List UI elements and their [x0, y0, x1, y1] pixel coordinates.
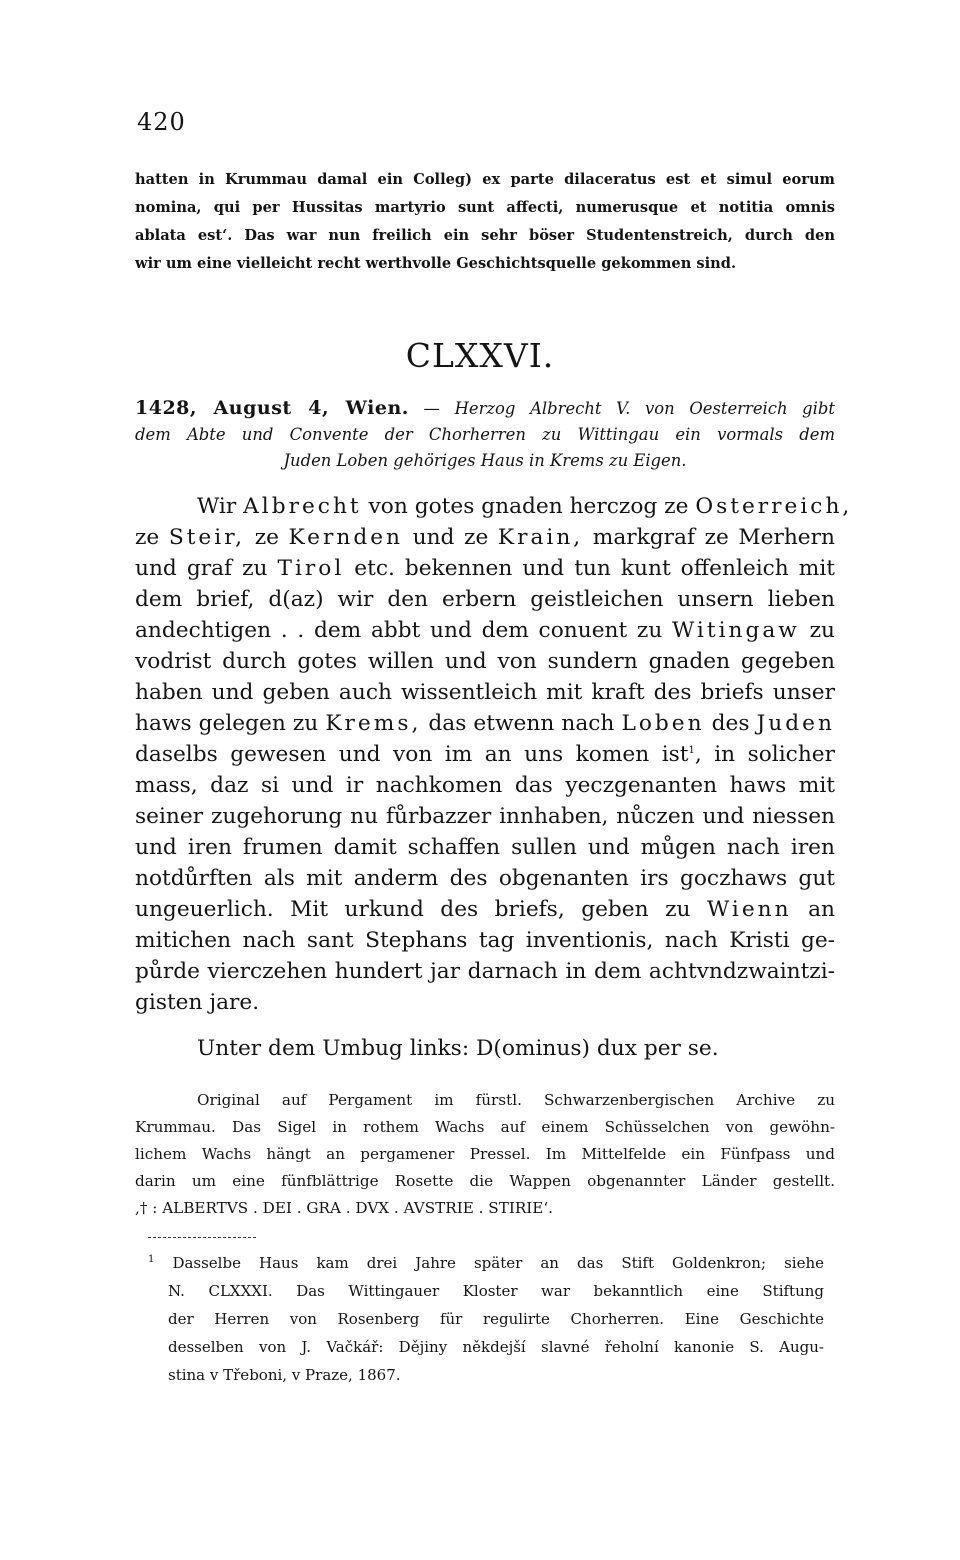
note-line: ,† : ALBERTVS . DEI . GRA . DVX . AVSTRIE . STIRIE‘. [135, 1199, 554, 1217]
charter-line: daselbs gewesen und von im an uns komen ist$^1$, in solicher [135, 742, 835, 767]
regest-date: 1428, August 4, Wien. [135, 397, 409, 419]
charter-line: seiner zugehorung nu fůrbazzer innhaben, nůczen und niessen [135, 804, 835, 829]
regest-line: dem Abte und Convente der Chorherren zu Wittingau ein vormals dem [135, 425, 835, 444]
footnote-line: $^1$ Dasselbe Haus kam drei Jahre später an das Stift Goldenkron; siehe [148, 1254, 824, 1272]
regest-summary: — Herzog Albrecht V. von Oesterreich gibt [423, 399, 835, 418]
closing-note [135, 1033, 835, 1064]
archival-note [135, 1087, 835, 1222]
charter-line: andechtigen . . dem abbt und dem conuent zu Witingaw zu [135, 618, 835, 643]
intro-line: ablata est‘. Das war nun freilich ein sehr böser Studentenstreich, durch den [135, 227, 835, 244]
charter-line: vodrist durch gotes willen und von sundern gnaden gegeben [135, 649, 835, 674]
charter-line: dem brief, d(az) wir den erbern geistleichen unsern lieben [135, 587, 835, 612]
charter-line: Wir Albrecht von gotes gnaden herczog ze Osterreich, [197, 494, 853, 519]
charter-line: haws gelegen zu Krems, das etwenn nach Loben des Juden [135, 711, 835, 736]
regest [135, 395, 835, 474]
charter-line: haben und geben auch wissentleich mit kraft des briefs unser [135, 680, 835, 705]
intro-line: nomina, qui per Hussitas martyrio sunt affecti, numerusque et notitia omnis [135, 199, 835, 216]
charter-line: mass, daz si und ir nachkomen das yeczgenanten haws mit [135, 773, 835, 798]
charter-line: ze Steir, ze Kernden und ze Krain, markgraf ze Merhern [135, 525, 835, 550]
note-line: Krummau. Das Sigel in rothem Wachs auf einem Schüsselchen von gewöhn- [135, 1118, 835, 1136]
charter-line: notdůrften als mit anderm des obgenanten irs goczhaws gut [135, 866, 835, 891]
regest-line [135, 395, 835, 422]
charter-text [135, 491, 853, 1018]
intro-line: hatten in Krummau damal ein Colleg) ex parte dilaceratus est et simul eorum [135, 171, 835, 188]
charter-line: ungeuerlich. Mit urkund des briefs, geben zu Wienn an [135, 897, 835, 922]
note-line: darin um eine fünfblättrige Rosette die Wappen obgenannter Länder gestellt. [135, 1172, 835, 1190]
charter-line: mitichen nach sant Stephans tag inventionis, nach Kristi ge- [135, 928, 835, 953]
footnote-line: stina v Třeboni, v Praze, 1867. [168, 1366, 401, 1384]
footnote [148, 1249, 824, 1389]
footnote-marker: 1 [688, 744, 695, 756]
charter-line: gisten jare. [135, 990, 260, 1015]
page-number: 420 [137, 108, 186, 136]
footnote-line: der Herren von Rosenberg für regulirte Chorherren. Eine Geschichte [168, 1310, 824, 1328]
note-line: Original auf Pergament im fürstl. Schwarzenbergischen Archive zu [197, 1091, 835, 1109]
document-heading: CLXXVI. [405, 336, 555, 375]
charter-line: und graf zu Tirol etc. bekennen und tun kunt offenleich mit [135, 556, 835, 581]
charter-line: und iren frumen damit schaffen sullen und můgen nach iren [135, 835, 835, 860]
note-line: lichem Wachs hängt an pergamener Pressel. Im Mittelfelde ein Fünfpass und [135, 1145, 835, 1163]
charter-line: půrde vierczehen hundert jar darnach in dem achtvndzwaintzi- [135, 959, 835, 984]
footnote-number: 1 [148, 1254, 155, 1265]
intro-paragraph [135, 166, 835, 278]
intro-line: wir um eine vielleicht recht werthvolle Geschichtsquelle gekommen sind. [135, 255, 737, 272]
footnote-divider [148, 1237, 256, 1238]
footnote-line: N. CLXXXI. Das Wittingauer Kloster war bekanntlich eine Stiftung [168, 1282, 824, 1300]
regest-line: Juden Loben gehöriges Haus in Krems zu Eigen. [283, 451, 687, 470]
closing-line: Unter dem Umbug links: D(ominus) dux per se. [197, 1036, 719, 1061]
footnote-line: desselben von J. Vačkář: Dějiny někdejší slavné řeholní kanonie S. Augu- [168, 1338, 824, 1356]
